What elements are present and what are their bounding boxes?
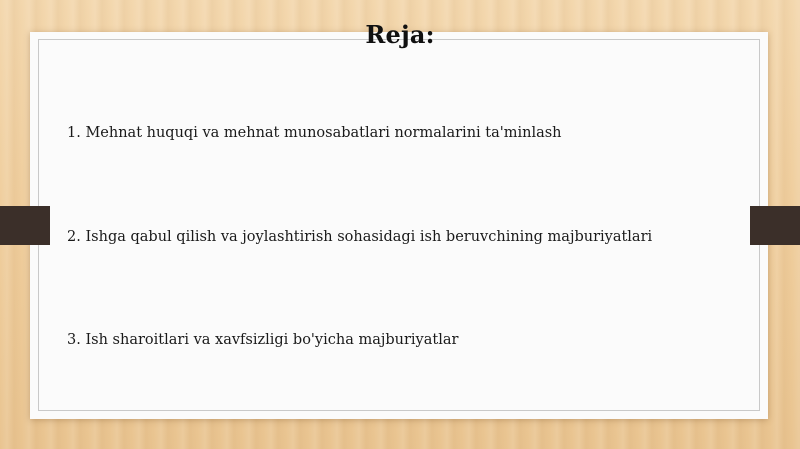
slide-inner-frame: [38, 39, 760, 411]
right-decorative-tab: [750, 206, 800, 245]
left-decorative-tab: [0, 206, 50, 245]
slide-title: Reja:: [365, 20, 435, 49]
plan-item-1: 1. Mehnat huquqi va mehnat munosabatlari normalarini ta'minlash: [67, 125, 562, 141]
plan-item-2: 2. Ishga qabul qilish va joylashtirish sohasidagi ish beruvchining majburiyatlari: [67, 229, 653, 245]
slide-paper: [30, 32, 768, 419]
plan-item-3: 3. Ish sharoitlari va xavfsizligi bo'yicha majburiyatlar: [67, 332, 459, 348]
